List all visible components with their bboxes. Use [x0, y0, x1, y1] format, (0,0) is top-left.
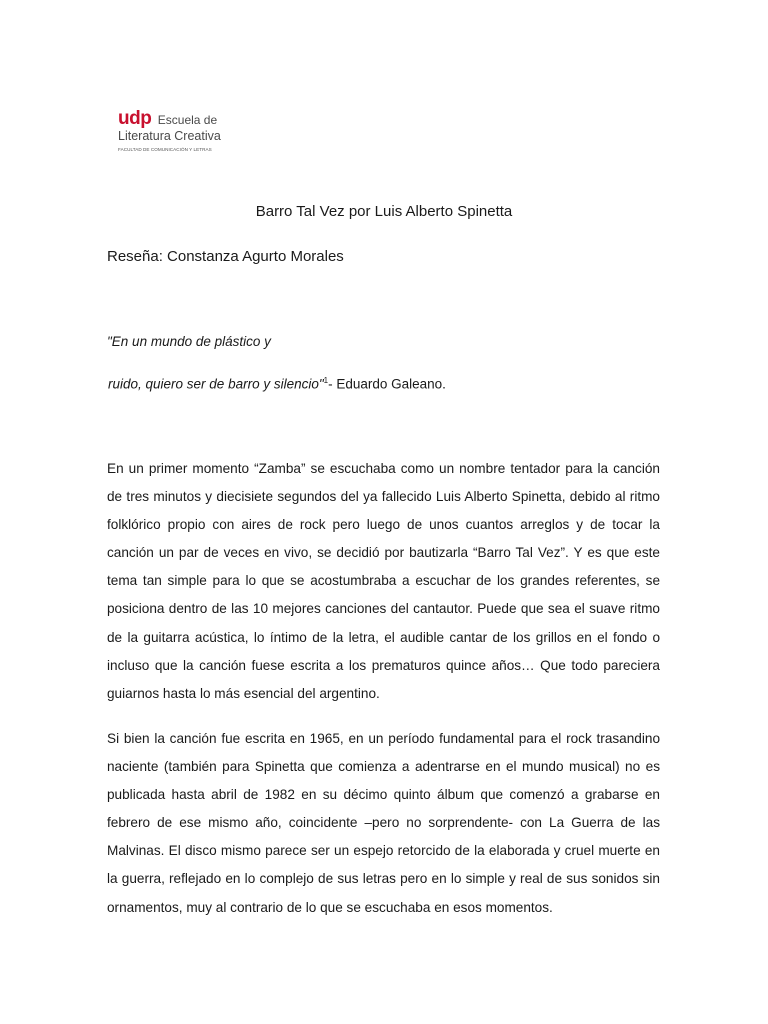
epigraph-line1: "En un mundo de plástico y — [107, 334, 271, 349]
logo-escuela: Escuela de — [157, 113, 218, 127]
body-paragraph-1: En un primer momento “Zamba” se escuchaba como un nombre tentador para la canción de tres minutos y diecisiete segundos del ya fallecido Luis Alberto Spinetta, debido al ritmo folklórico propio con aires de rock pero luego de unos cuantos arreglos y de tocar la canción un par de veces en vivo, se decidió por bautizarla “Barro Tal Vez”. Y es que este tema tan simple para lo que se acostumbraba a escuchar de los grandes referentes, se posiciona dentro de las 10 mejores canciones del cantautor. Puede que sea el suave ritmo de la guitarra acústica, lo íntimo de la letra, el audible cantar de los grillos en el fondo o incluso que la canción fuese escrita a los prematuros quince años… Que todo pareciera guiarnos hasta lo más esencial del argentino. — [107, 461, 660, 701]
epigraph-attribution: - Eduardo Galeano. — [328, 376, 446, 392]
logo-facultad: FACULTAD DE COMUNICACIÓN Y LETRAS — [118, 147, 212, 152]
logo-udp: udp — [118, 108, 152, 129]
logo-literatura: Literatura Creativa — [118, 129, 221, 143]
document-title: Barro Tal Vez por Luis Alberto Spinetta — [255, 203, 513, 220]
review-author-line: Reseña: Constanza Agurto Morales — [107, 248, 344, 265]
logo-line1 — [118, 110, 217, 129]
epigraph-line2 — [108, 376, 446, 392]
epigraph-quote-text: ruido, quiero ser de barro y silencio" — [108, 376, 324, 392]
body-paragraph-2: Si bien la canción fue escrita en 1965, en un período fundamental para el rock trasandino naciente (también para Spinetta que comienza a adentrarse en el mundo musical) no es publicada hasta abril de 1982 en su décimo quinto álbum que comenzó a grabarse en febrero de ese mismo año, coincidente –pero no sorprendente- con La Guerra de las Malvinas. El disco mismo parece ser un espejo retorcido de la elaborada y cruel muerte en la guerra, reflejado en lo complejo de sus letras pero en lo simple y real de sus sonidos sin ornamentos, muy al contrario de lo que se escuchaba en esos momentos. — [107, 731, 660, 915]
udp-escuela-logo — [108, 94, 238, 162]
footnote-marker: 1 — [323, 376, 329, 385]
